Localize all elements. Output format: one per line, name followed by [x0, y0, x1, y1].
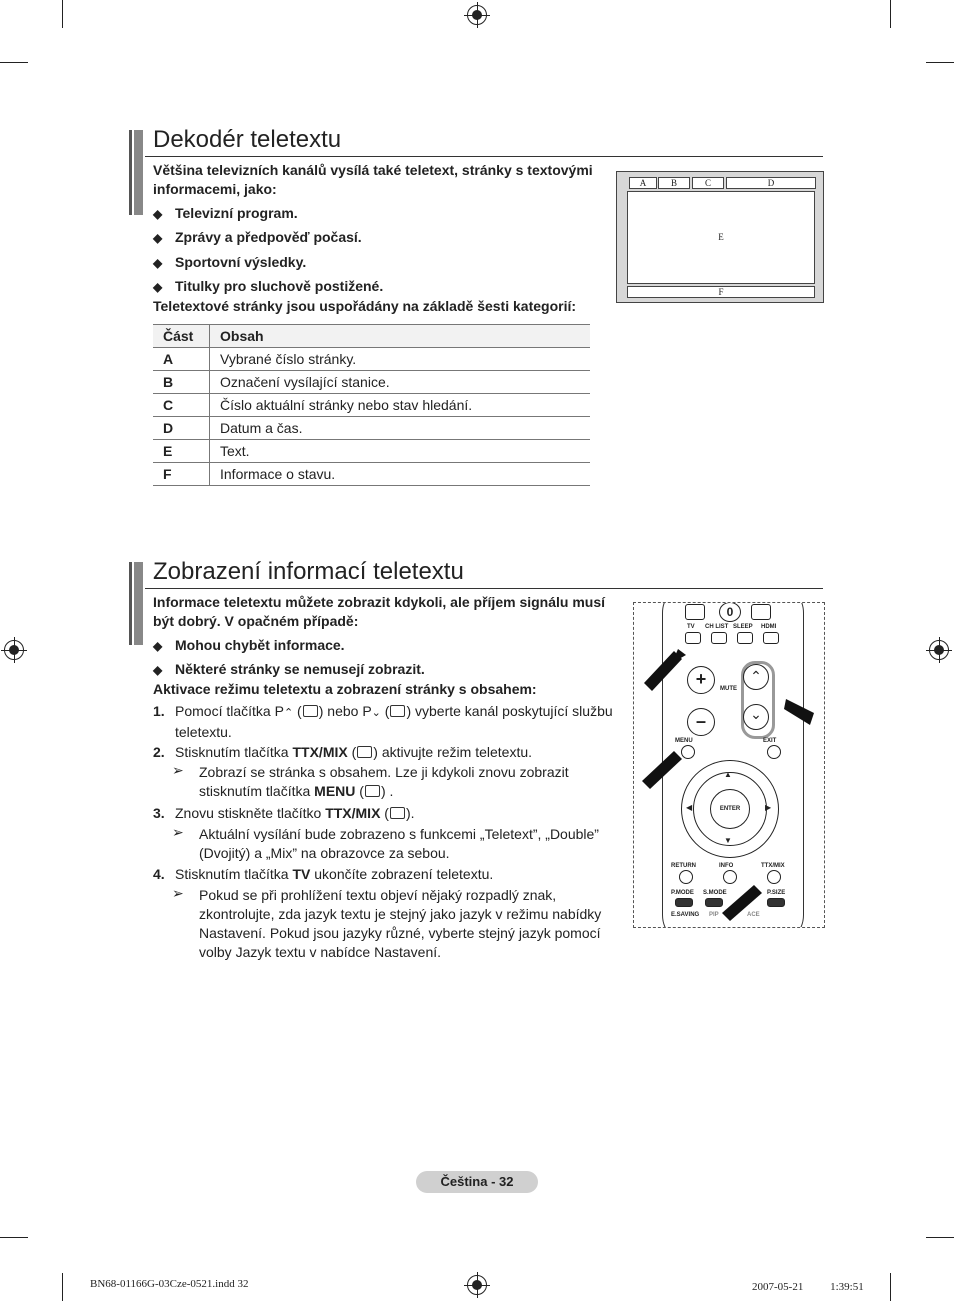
screen-label-a: A [629, 177, 657, 189]
intro-text: Informace teletextu můžete zobrazit kdykoli, ale příjem signálu musí být dobrý. V opačném případě: [153, 594, 606, 629]
section-title-teletext-decoder: Dekodér teletextu [153, 126, 342, 153]
section-rule [145, 156, 823, 157]
remote-label-return: RETURN [671, 863, 696, 869]
table-cell-content: Text. [210, 440, 591, 463]
list-item: ◆ Sportovní výsledky. [153, 254, 306, 270]
remote-label-hdmi: HDMI [761, 624, 777, 630]
arrow-up-icon: ▲ [724, 770, 732, 779]
table-row [153, 348, 590, 371]
intro-text: Většina televizních kanálů vysílá také teletext, stránky s textovými informacemi, jako: [153, 162, 593, 197]
print-slug-file: BN68-01166G-03Cze-0521.indd 32 [90, 1278, 249, 1290]
list-item: ◆ Televizní program. [153, 205, 298, 221]
list-item: ◆ Mohou chybět informace. [153, 637, 345, 653]
table-cell-part: B [153, 371, 210, 394]
page-number-badge: Čeština - 32 [416, 1171, 538, 1193]
table-cell-part: A [153, 348, 210, 371]
teletext-menu-icon [365, 785, 380, 797]
remote-label-info: INFO [719, 863, 734, 869]
table-cell-content: Číslo aktuální stránky nebo stav hledání. [210, 394, 591, 417]
remote-label-ttxmix: TTX/MIX [761, 863, 785, 869]
categories-text: Teletextové stránky jsou uspořádány na základě šesti kategorií: [153, 298, 577, 314]
table-cell-content: Informace o stavu. [210, 463, 591, 486]
arrow-right-icon: ▶ [765, 803, 772, 812]
table-row [153, 371, 590, 394]
section-marker [129, 130, 143, 215]
activation-heading: Aktivace režimu teletextu a zobrazení stránky s obsahem: [153, 681, 537, 697]
volume-down-icon: – [687, 708, 715, 736]
crop-mark [890, 0, 891, 28]
section-marker [129, 562, 143, 645]
remote-label-menu: MENU [675, 738, 693, 744]
registration-mark-icon [929, 640, 949, 660]
remote-label-sleep: SLEEP [733, 624, 753, 630]
screen-label-e: E [627, 191, 815, 284]
teletext-page-icon [303, 705, 318, 717]
crop-mark [0, 1237, 28, 1238]
section-title-teletext-info: Zobrazení informací teletextu [153, 558, 464, 585]
remote-button-zero: 0 [719, 602, 741, 622]
remote-control-illustration [633, 602, 825, 928]
teletext-mix-icon [390, 807, 405, 819]
registration-mark-icon [4, 640, 24, 660]
list-item: ◆ Některé stránky se nemusejí zobrazit. [153, 661, 425, 677]
table-cell-part: F [153, 463, 210, 486]
crop-mark [890, 1273, 891, 1301]
enter-button: ENTER [710, 789, 750, 829]
volume-up-icon: + [687, 666, 715, 694]
remote-label-pip: PIP [709, 912, 719, 918]
remote-label-smode: S.MODE [703, 890, 727, 896]
channel-up-icon: ⌃ [743, 664, 769, 690]
table-header-row [153, 325, 590, 348]
table-row [153, 394, 590, 417]
column-header-part: Část [153, 325, 210, 348]
teletext-screen-diagram [616, 171, 824, 303]
section-rule [145, 588, 823, 589]
screen-label-b: B [658, 177, 690, 189]
crop-mark [0, 62, 28, 63]
chevron-up-icon: ⌃ [283, 707, 294, 719]
teletext-parts-table [153, 324, 590, 486]
table-row [153, 417, 590, 440]
screen-label-d: D [726, 177, 816, 189]
crop-mark [926, 62, 954, 63]
teletext-mix-icon [357, 746, 372, 758]
print-slug-date: 2007-05-21 ﾠﾠ 1:39:51 [752, 1281, 864, 1293]
remote-label-esaving: E.SAVING [671, 912, 700, 918]
channel-down-icon: ⌄ [743, 704, 769, 730]
registration-mark-icon [467, 5, 487, 25]
chevron-down-icon: ⌄ [371, 707, 381, 719]
note-arrow-icon: ➢ [172, 885, 184, 901]
remote-label-pmode: P.MODE [671, 890, 694, 896]
screen-label-c: C [692, 177, 724, 189]
remote-label-mute: MUTE [720, 686, 737, 692]
table-row [153, 440, 590, 463]
table-cell-content: Vybrané číslo stránky. [210, 348, 591, 371]
arrow-down-icon: ▼ [724, 836, 732, 845]
table-row [153, 463, 590, 486]
list-item: ◆ Zprávy a předpověď počasí. [153, 229, 362, 245]
table-cell-content: Datum a čas. [210, 417, 591, 440]
remote-label-ace: ACE [747, 912, 760, 918]
note-arrow-icon: ➢ [172, 824, 184, 840]
remote-label-tv: TV [687, 624, 695, 630]
registration-mark-icon [467, 1275, 487, 1295]
remote-label-psize: P.SIZE [767, 890, 786, 896]
arrow-left-icon: ◀ [686, 803, 693, 812]
table-cell-part: D [153, 417, 210, 440]
table-cell-part: E [153, 440, 210, 463]
teletext-page-icon [390, 705, 405, 717]
pointer-arrows [634, 603, 824, 927]
table-cell-part: C [153, 394, 210, 417]
screen-label-f: F [627, 286, 815, 298]
column-header-content: Obsah [210, 325, 591, 348]
note-arrow-icon: ➢ [172, 762, 184, 778]
crop-mark [62, 0, 63, 28]
crop-mark [926, 1237, 954, 1238]
list-item: ◆ Titulky pro sluchově postižené. [153, 278, 383, 294]
table-cell-content: Označení vysílající stanice. [210, 371, 591, 394]
crop-mark [62, 1273, 63, 1301]
remote-label-exit: EXIT [763, 738, 777, 744]
remote-label-chlist: CH LIST [705, 624, 729, 630]
